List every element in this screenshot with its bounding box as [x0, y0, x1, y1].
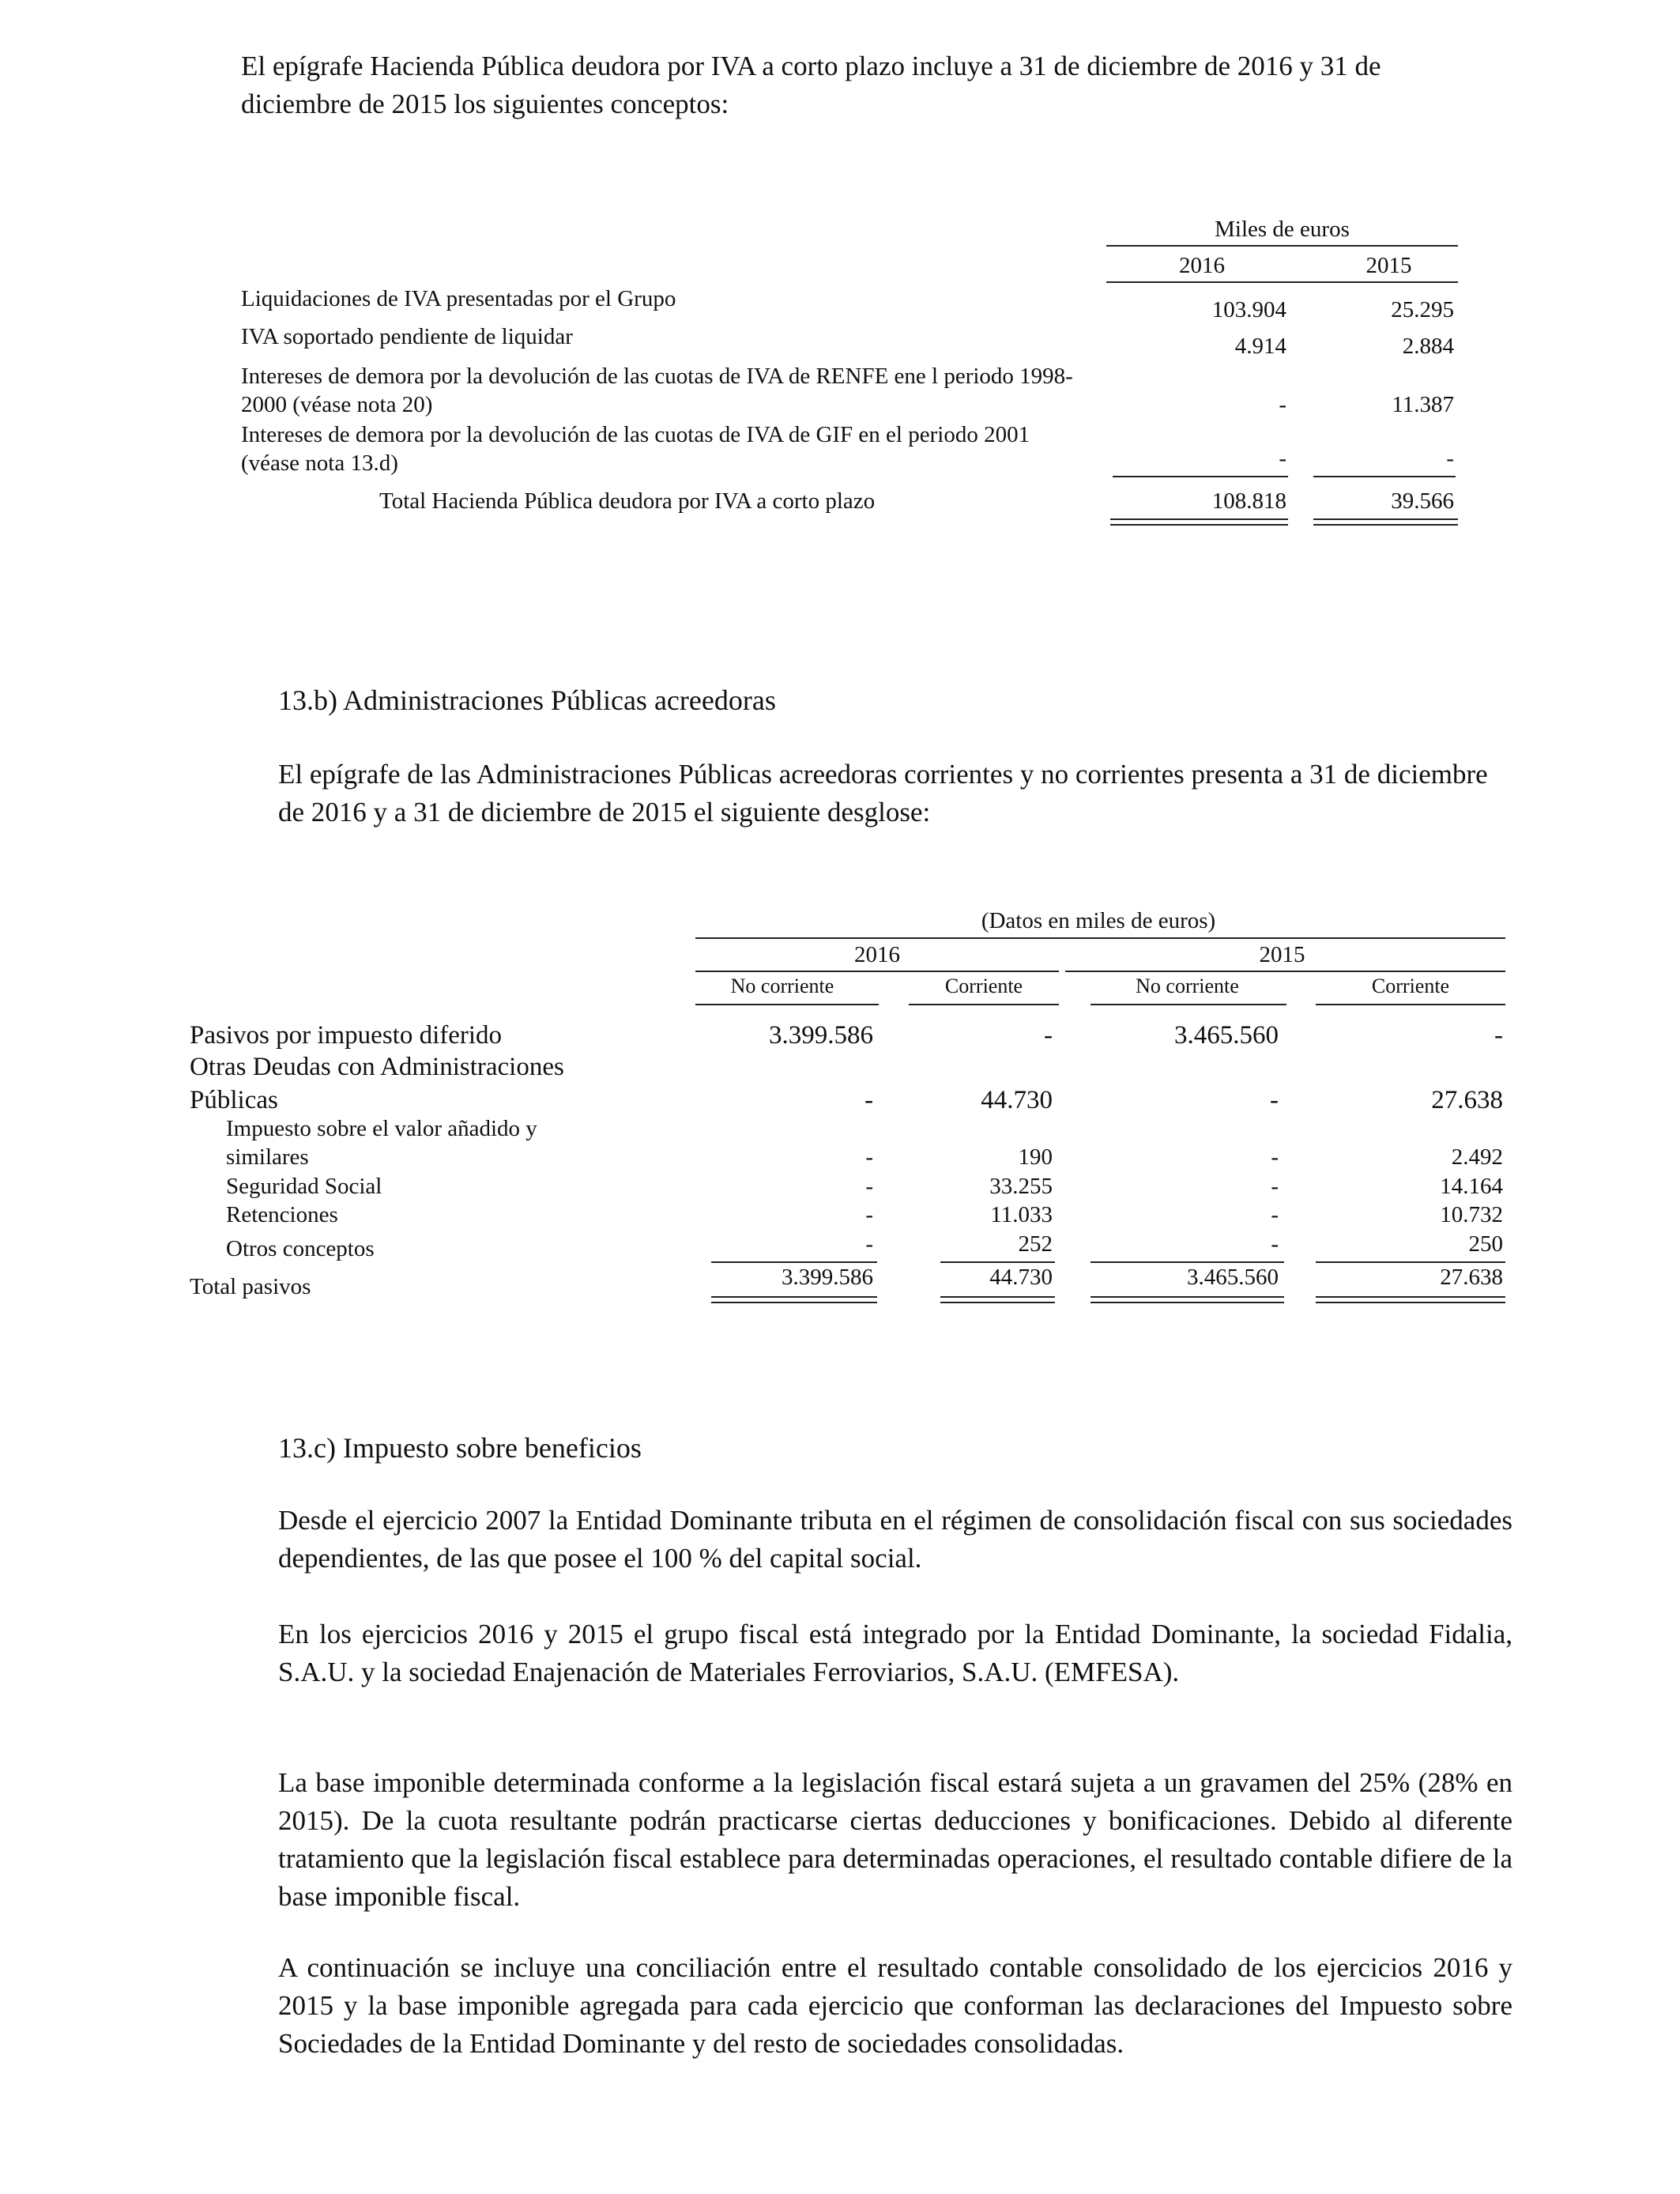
table2-val-b: -: [1044, 1021, 1053, 1050]
table2-val-c: -: [1271, 1144, 1279, 1170]
table1-row-2016: -: [1279, 392, 1286, 417]
intro-paragraph: El epígrafe Hacienda Pública deudora por IVA a corto plazo incluye a 31 de diciembre de 2016 y 31 de diciembre de 2015 los siguientes conceptos:: [241, 51, 1381, 119]
table2-unit-header: (Datos en miles de euros): [981, 908, 1216, 933]
table1-subtotal-rule-2015: [1313, 476, 1456, 477]
table2-sub-nc-2016: No corriente: [730, 974, 834, 997]
section-c-paragraph-1: Desde el ejercicio 2007 la Entidad Dominante tributa en el régimen de consolidación fiscal con sus sociedades dependientes, de las que posee el 100 % del capital social.: [278, 1505, 1512, 1574]
table1-total-double-rule-2016: [1110, 518, 1288, 526]
table2-sub-rule-b: [909, 1004, 1059, 1005]
table1-row-2016: 103.904: [1211, 297, 1286, 322]
table2-total-double-rule-b: [940, 1296, 1055, 1303]
table2-sub-rule-c: [1090, 1004, 1286, 1005]
table2-subrow-label: Impuesto sobre el valor añadido y: [226, 1116, 537, 1141]
table2-val-b: 44.730: [981, 1086, 1053, 1114]
table1-unit-header: Miles de euros: [1215, 217, 1350, 242]
table2-subrow-label: similares: [226, 1144, 309, 1170]
table2-val-c: -: [1270, 1086, 1279, 1114]
table2-subrow-label: Retenciones: [226, 1202, 338, 1227]
table2-val-a: -: [865, 1144, 873, 1170]
table2-val-b: 252: [1018, 1231, 1053, 1257]
table2-val-d: 27.638: [1431, 1086, 1503, 1114]
table2-sub-c-2016: Corriente: [944, 974, 1023, 997]
table2-total-b: 44.730: [989, 1265, 1053, 1290]
table2-val-d: 10.732: [1440, 1202, 1503, 1227]
table2-total-d: 27.638: [1440, 1265, 1503, 1290]
table1-subtotal-rule-2016: [1113, 476, 1288, 477]
table1-year-rule: [1106, 281, 1458, 283]
table2-val-b: 190: [1018, 1144, 1053, 1170]
table1-col-2015: 2015: [1365, 253, 1412, 278]
table2-total-a: 3.399.586: [782, 1265, 873, 1290]
table2-val-c: -: [1271, 1231, 1279, 1257]
table2-unit-rule: [695, 937, 1505, 939]
table2-val-c: -: [1271, 1202, 1279, 1227]
table1-row-label: Intereses de demora por la devolución de las cuotas de IVA de GIF en el periodo 2001 (véase nota 13.d): [241, 422, 1030, 476]
table1-row-2015: 11.387: [1392, 392, 1454, 417]
table2-row-label: Otras Deudas con Administraciones: [190, 1053, 564, 1081]
table2-val-c: 3.465.560: [1174, 1021, 1279, 1050]
table2-row-label: Pasivos por impuesto diferido: [190, 1021, 503, 1050]
table2-total-c: 3.465.560: [1187, 1265, 1279, 1290]
table2-total-double-rule-d: [1316, 1296, 1505, 1303]
table1-row-label: IVA soportado pendiente de liquidar: [241, 324, 573, 349]
table2-val-c: -: [1271, 1174, 1279, 1199]
table2-row-label: Públicas: [190, 1086, 278, 1114]
section-c-paragraph-3: La base imponible determinada conforme a la legislación fiscal estará sujeta a un gravamen del 25% (28% en 2015). De la cuota resultante podrán practicarse ciertas deducciones y bonificaciones. Debido al diferente tratamiento que la legislación fiscal establece para determinadas operaciones, el resultado contable difiere de la base imponible fiscal.: [278, 1767, 1512, 1912]
table2-val-b: 33.255: [989, 1174, 1053, 1199]
table1-row-2016: 4.914: [1234, 334, 1286, 359]
table2-total-double-rule-c: [1090, 1296, 1284, 1303]
table2-year-2016: 2016: [854, 942, 900, 967]
table1-row-label: Liquidaciones de IVA presentadas por el Grupo: [241, 286, 676, 311]
table2-val-a: -: [865, 1231, 873, 1257]
table1-total-2016: 108.818: [1211, 488, 1286, 514]
table1-total-2015: 39.566: [1391, 488, 1454, 514]
table2-val-b: 11.033: [990, 1202, 1053, 1227]
section-c-paragraph-4: A continuación se incluye una conciliación entre el resultado contable consolidado de los ejercicios 2016 y 2015 y la base imponible agregada para cada ejercicio que conforman las declaraciones del Impuesto sobre Sociedades de la Entidad Dominante y del resto de sociedades consolidadas.: [278, 1952, 1512, 2059]
table2-sub-nc-2015: No corriente: [1136, 974, 1239, 997]
table2-subrow-label: Seguridad Social: [226, 1174, 382, 1199]
table2-total-double-rule-a: [711, 1296, 877, 1303]
table2-val-a: -: [864, 1086, 873, 1114]
section-b-heading: 13.b) Administraciones Públicas acreedoras: [278, 684, 776, 716]
table2-val-d: 14.164: [1440, 1174, 1503, 1199]
table2-sub-rule-a: [695, 1004, 879, 1005]
table2-val-a: -: [865, 1174, 873, 1199]
table1-total-label: Total Hacienda Pública deudora por IVA a corto plazo: [379, 488, 876, 514]
table1-row-2015: 25.295: [1391, 297, 1454, 322]
section-b-paragraph: El epígrafe de las Administraciones Públicas acreedoras corrientes y no corrientes presenta a 31 de diciembre de 2016 y a 31 de diciembre de 2015 el siguiente desglose:: [278, 759, 1488, 827]
table1-col-2016: 2016: [1179, 253, 1225, 278]
table2-val-a: -: [865, 1202, 873, 1227]
table2-year-rule-2015: [1065, 971, 1505, 972]
table1-row-label: Intereses de demora por la devolución de las cuotas de IVA de RENFE ene l periodo 1998-2000 (véase nota 20): [241, 364, 1073, 417]
table2-subrow-label: Otros conceptos: [226, 1236, 375, 1261]
table1-total-double-rule-2015: [1313, 518, 1458, 526]
table2-year-rule-2016: [695, 971, 1059, 972]
table2-val-d: 250: [1468, 1231, 1503, 1257]
table1-row-2015: -: [1446, 446, 1454, 471]
table2-val-d: 2.492: [1451, 1144, 1503, 1170]
table1-row-2016: -: [1279, 446, 1286, 471]
section-c-paragraph-2: En los ejercicios 2016 y 2015 el grupo fiscal está integrado por la Entidad Dominante, la sociedad Fidalia, S.A.U. y la sociedad Enajenación de Materiales Ferroviarios, S.A.U. (EMFESA).: [278, 1619, 1512, 1687]
table2-sub-c-2015: Corriente: [1371, 974, 1450, 997]
table2-total-label: Total pasivos: [190, 1274, 311, 1299]
table1-header-rule: [1106, 245, 1458, 247]
table2-val-a: 3.399.586: [769, 1021, 873, 1050]
section-c-heading: 13.c) Impuesto sobre beneficios: [278, 1432, 642, 1464]
table2-year-2015: 2015: [1259, 942, 1305, 967]
table2-sub-rule-d: [1316, 1004, 1505, 1005]
table1-row-2015: 2.884: [1402, 334, 1454, 359]
table2-val-d: -: [1494, 1021, 1503, 1050]
